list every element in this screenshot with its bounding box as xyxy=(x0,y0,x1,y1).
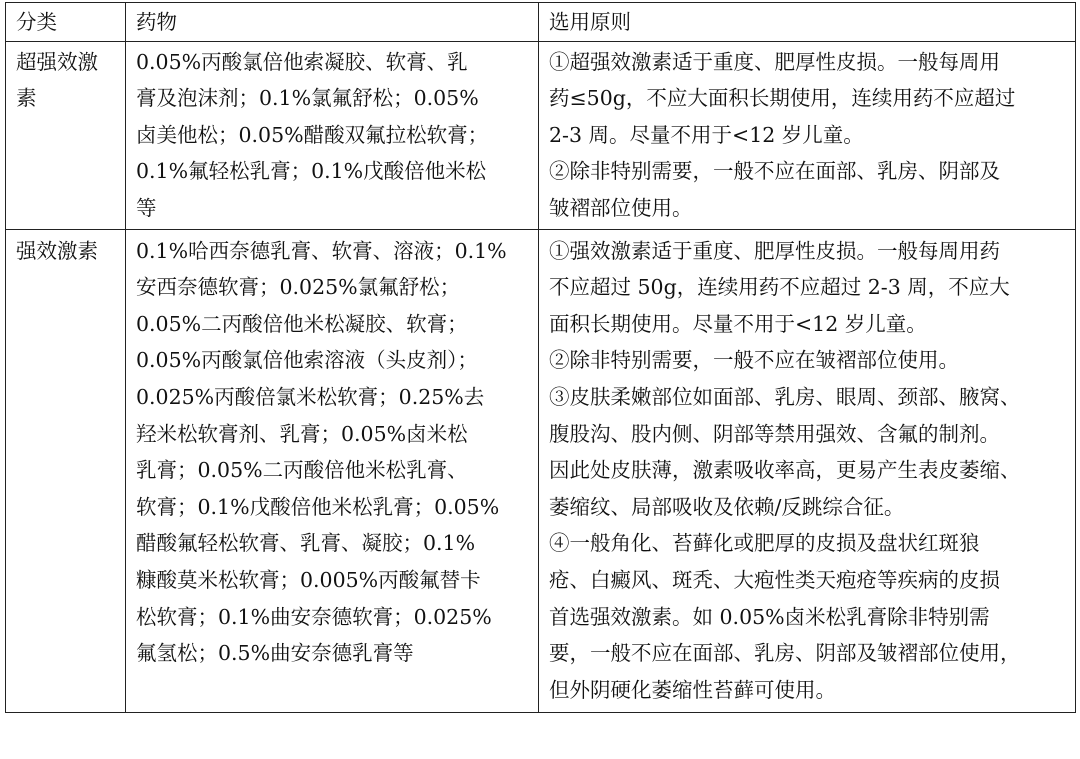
principle-line: 萎缩纹、局部吸收及依赖/反跳综合征。 xyxy=(549,494,905,519)
drug-cell xyxy=(126,41,539,229)
drug-line: 松软膏；0.1%曲安奈德软膏；0.025% xyxy=(136,604,492,629)
drug-line: 等 xyxy=(136,195,157,220)
header-category: 分类 xyxy=(6,3,126,42)
drug-line: 氟氢松；0.5%曲安奈德乳膏等 xyxy=(136,641,414,666)
drug-line: 膏及泡沫剂；0.1%氯氟舒松；0.05% xyxy=(136,86,479,111)
drug-line: 羟米松软膏剂、乳膏；0.05%卤米松 xyxy=(136,421,468,446)
principle-line: 因此处皮肤薄，激素吸收率高，更易产生表皮萎缩、 xyxy=(549,458,1021,483)
drug-line: 0.1%氟轻松乳膏；0.1%戊酸倍他米松 xyxy=(136,159,487,184)
category-line: 素 xyxy=(16,86,37,111)
drug-line: 0.05%丙酸氯倍他索溶液（头皮剂）； xyxy=(136,348,478,373)
principle-cell xyxy=(539,41,1076,229)
principle-line: 要，一般不应在面部、乳房、阴部及皱褶部位使用， xyxy=(549,641,1021,666)
category-line: 强效激素 xyxy=(16,238,98,263)
table-row-super-potent xyxy=(6,41,1076,229)
principle-line: ④一般角化、苔藓化或肥厚的皮损及盘状红斑狼 xyxy=(549,531,980,556)
principle-line: 疮、白癜风、斑秃、大疱性类天疱疮等疾病的皮损 xyxy=(549,567,1000,592)
header-principle: 选用原则 xyxy=(539,3,1076,42)
principle-line: 皱褶部位使用。 xyxy=(549,195,693,220)
drug-line: 乳膏；0.05%二丙酸倍他米松乳膏、 xyxy=(136,458,468,483)
drug-line: 糠酸莫米松软膏；0.005%丙酸氟替卡 xyxy=(136,567,481,592)
principle-line: ①强效激素适于重度、肥厚性皮损。一般每周用药 xyxy=(549,238,1000,263)
principle-line: ①超强效激素适于重度、肥厚性皮损。一般每周用 xyxy=(549,49,1000,74)
drug-line: 软膏；0.1%戊酸倍他米松乳膏；0.05% xyxy=(136,494,500,519)
principle-line: ②除非特别需要，一般不应在皱褶部位使用。 xyxy=(549,348,959,373)
drug-line: 0.1%哈西奈德乳膏、软膏、溶液；0.1% xyxy=(136,238,507,263)
principle-line: 腹股沟、股内侧、阴部等禁用强效、含氟的制剂。 xyxy=(549,421,1000,446)
category-cell xyxy=(6,41,126,229)
table-row-potent xyxy=(6,229,1076,713)
drug-line: 醋酸氟轻松软膏、乳膏、凝胶；0.1% xyxy=(136,531,476,556)
principle-cell xyxy=(539,229,1076,713)
principle-line: ②除非特别需要，一般不应在面部、乳房、阴部及 xyxy=(549,159,1000,184)
category-cell xyxy=(6,229,126,713)
principle-line: 面积长期使用。尽量不用于<12 岁儿童。 xyxy=(549,311,927,336)
table-header-row xyxy=(6,3,1076,42)
principle-line: 2-3 周。尽量不用于<12 岁儿童。 xyxy=(549,122,864,147)
principle-line: 但外阴硬化萎缩性苔藓可使用。 xyxy=(549,677,836,702)
principle-line: 不应超过 50g，连续用药不应超过 2-3 周，不应大 xyxy=(549,275,1010,300)
category-line: 超强效激 xyxy=(16,49,98,74)
drug-line: 安西奈德软膏；0.025%氯氟舒松； xyxy=(136,275,461,300)
header-drug: 药物 xyxy=(126,3,539,42)
drug-line: 0.05%二丙酸倍他米松凝胶、软膏； xyxy=(136,311,468,336)
drug-line: 0.025%丙酸倍氯米松软膏；0.25%去 xyxy=(136,384,485,409)
drug-cell xyxy=(126,229,539,713)
steroid-classification-table xyxy=(5,2,1076,713)
principle-line: 药≤50g，不应大面积长期使用，连续用药不应超过 xyxy=(549,86,1016,111)
drug-line: 卤美他松；0.05%醋酸双氟拉松软膏； xyxy=(136,122,489,147)
drug-line: 0.05%丙酸氯倍他索凝胶、软膏、乳 xyxy=(136,49,468,74)
principle-line: ③皮肤柔嫩部位如面部、乳房、眼周、颈部、腋窝、 xyxy=(549,384,1021,409)
principle-line: 首选强效激素。如 0.05%卤米松乳膏除非特别需 xyxy=(549,604,990,629)
